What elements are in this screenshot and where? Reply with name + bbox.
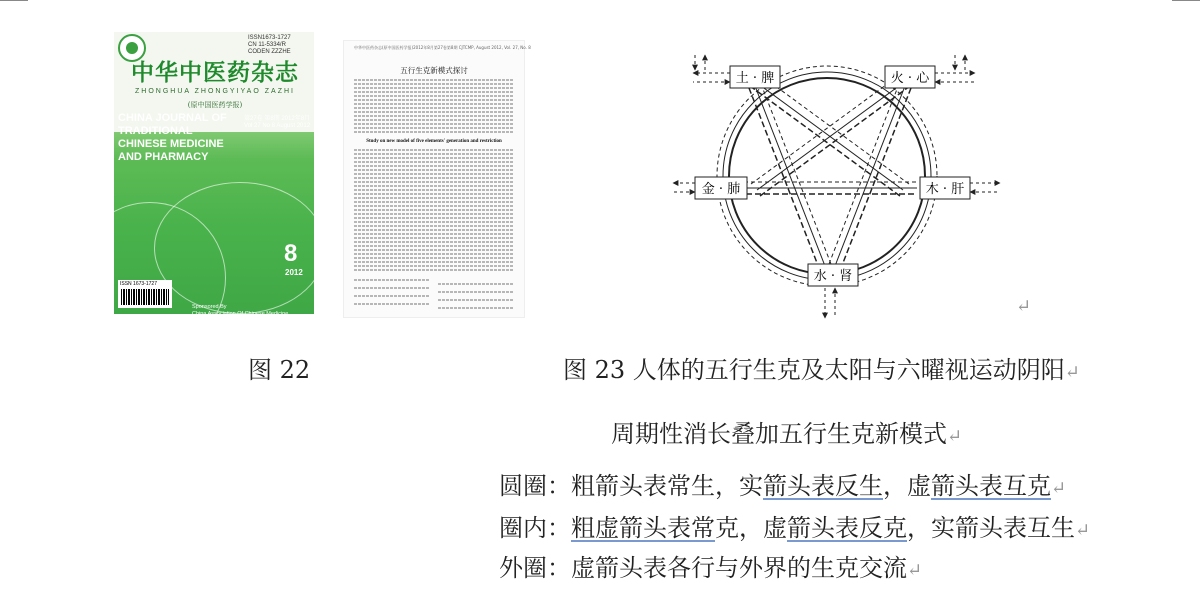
caption-text: 周期性消长叠加五行生克新模式 bbox=[611, 420, 947, 448]
legend-circle-line bbox=[499, 466, 1066, 501]
barcode-label: ISSN 1673-1727 bbox=[120, 281, 157, 287]
figure-22-caption: 图 22 bbox=[248, 356, 311, 384]
paper-text-line bbox=[354, 189, 514, 191]
five-elements-diagram bbox=[675, 38, 1005, 323]
paper-text-line bbox=[354, 241, 514, 243]
legend-label: 圆圈： bbox=[499, 472, 571, 500]
paragraph-mark: ↵ bbox=[907, 560, 923, 581]
cover-year: 2012 bbox=[285, 268, 303, 277]
node-earth-spleen bbox=[730, 66, 780, 88]
paper-text-line bbox=[354, 115, 514, 117]
paper-text-line bbox=[354, 265, 514, 267]
paper-text-line bbox=[438, 307, 514, 309]
figure-23-caption-line2 bbox=[611, 414, 962, 449]
paper-text-line bbox=[354, 165, 514, 167]
paper-text-line bbox=[354, 95, 514, 97]
paper-text-line bbox=[354, 83, 514, 85]
paper-title-en: Study on new model of five elements' generation and restriction bbox=[366, 139, 502, 144]
legend-text-underlined: 箭头表反生 bbox=[763, 472, 883, 500]
node-fire-heart bbox=[885, 66, 935, 88]
paper-page-image bbox=[343, 40, 531, 318]
paper-text-line bbox=[354, 229, 514, 231]
paper-text-line bbox=[354, 99, 514, 101]
paper-header: 中华中医药杂志(原中国医药学报)2012年8月第27卷第8期 CJTCMP, August 2012, Vol. 27, No. 8 bbox=[354, 45, 531, 50]
paper-text-line bbox=[354, 279, 430, 281]
node-metal-lung bbox=[695, 177, 747, 199]
paper-text-line bbox=[354, 287, 430, 289]
node-water-kidney bbox=[808, 264, 858, 286]
node-label: 木 · 肝 bbox=[925, 182, 965, 197]
paper-text-line bbox=[438, 291, 514, 293]
paper-text-line bbox=[354, 197, 514, 199]
paper-text-line bbox=[354, 91, 514, 93]
paper-text-line bbox=[354, 149, 514, 151]
cover-leaf-decoration bbox=[74, 202, 226, 354]
legend-text-underlined: 箭头表反克 bbox=[787, 514, 907, 542]
corner-mark-right bbox=[1172, 0, 1200, 1]
paper-text-line bbox=[438, 299, 514, 301]
legend-text-underlined: 粗虚箭头表常 bbox=[571, 514, 715, 542]
cover-title-cn: 中华中医药杂志 bbox=[131, 60, 299, 86]
paper-text-line bbox=[354, 169, 514, 171]
legend-inner-line bbox=[499, 508, 1090, 543]
paper-text-line bbox=[354, 205, 514, 207]
paper-text-line bbox=[354, 173, 514, 175]
node-wood-liver bbox=[920, 177, 970, 199]
paper-text-line bbox=[354, 185, 514, 187]
legend-text: 克，虚 bbox=[715, 514, 787, 542]
middle-solid-circle bbox=[723, 72, 931, 280]
cover-pinyin: ZHONGHUA ZHONGYIYAO ZAZHI bbox=[135, 88, 295, 95]
paper-text-line bbox=[354, 153, 514, 155]
paper-text-line bbox=[354, 123, 514, 125]
paragraph-mark: ↵ bbox=[1016, 296, 1032, 317]
inner-thick-circle bbox=[729, 78, 925, 274]
corner-mark-left bbox=[0, 0, 28, 1]
cover-issn: ISSN1673-1727 CN 11-5334/R CODEN ZZZHE bbox=[248, 35, 291, 55]
paper-title-cn: 五行生克新模式探讨 bbox=[400, 66, 468, 75]
cover-sponsor: Sponsored By China Association Of Chinese Medicine 中 华 中 医 药 学 会 主 办 bbox=[192, 304, 289, 324]
paper-text-line bbox=[354, 209, 514, 211]
paper-text-line bbox=[354, 261, 514, 263]
cover-volume: 第27卷 第8期 2012年8月 Vol 27 No 8 August 2012 bbox=[244, 116, 311, 129]
paper-text-line bbox=[354, 245, 514, 247]
node-label: 土 · 脾 bbox=[735, 71, 775, 86]
legend-label: 圈内： bbox=[499, 514, 571, 542]
node-label: 水 · 肾 bbox=[813, 269, 853, 284]
paper-text-line bbox=[354, 157, 514, 159]
paper-text-line bbox=[354, 217, 514, 219]
journal-cover-image bbox=[114, 32, 314, 324]
paper-text-line bbox=[354, 257, 514, 259]
paper-text-line bbox=[354, 237, 514, 239]
cover-subtitle: (原中国医药学报) bbox=[187, 101, 243, 109]
paper-text-line bbox=[354, 131, 514, 133]
legend-text-underlined: 箭头表互克 bbox=[931, 472, 1051, 500]
paper-text-line bbox=[354, 119, 514, 121]
legend-text: 粗箭头表常生，实 bbox=[571, 472, 763, 500]
paper-text-line bbox=[354, 213, 514, 215]
legend-label: 外圈： bbox=[499, 554, 571, 582]
paper-text-line bbox=[354, 161, 514, 163]
paper-text-line bbox=[354, 193, 514, 195]
paper-text-line bbox=[354, 181, 514, 183]
paragraph-mark: ↵ bbox=[1051, 478, 1067, 499]
paper-text-line bbox=[354, 221, 514, 223]
paragraph-mark: ↵ bbox=[1075, 520, 1091, 541]
cover-title-en: CHINA JOURNAL OF TRADITIONAL CHINESE MEDICINE AND PHARMACY bbox=[118, 112, 227, 163]
legend-text: 虚箭头表各行与外界的生克交流 bbox=[571, 554, 907, 582]
paragraph-mark: ↵ bbox=[947, 426, 963, 447]
paper-text-line bbox=[354, 253, 514, 255]
paper-text-line bbox=[354, 107, 514, 109]
paper-text-line bbox=[354, 249, 514, 251]
node-label: 金 · 肺 bbox=[701, 182, 741, 197]
paper-text-line bbox=[354, 127, 514, 129]
outer-dashed-circle bbox=[717, 66, 937, 286]
paper-text-line bbox=[354, 269, 514, 271]
paper-text-line bbox=[438, 283, 514, 285]
paragraph-mark: ↵ bbox=[1064, 362, 1080, 383]
paper-text-line bbox=[354, 233, 514, 235]
paper-text-line bbox=[354, 177, 514, 179]
legend-text: ，虚 bbox=[883, 472, 931, 500]
legend-outer-line bbox=[499, 548, 922, 583]
caption-text: 图 23 人体的五行生克及太阳与六曜视运动阴阳 bbox=[563, 356, 1065, 384]
star-connections bbox=[737, 74, 917, 268]
legend-text: ，实箭头表互生 bbox=[907, 514, 1075, 542]
figure-23-caption-line1 bbox=[563, 350, 1080, 385]
paper-text-line bbox=[354, 295, 430, 297]
paper-text-line bbox=[354, 79, 514, 81]
paper-text-line bbox=[354, 201, 514, 203]
node-label: 火 · 心 bbox=[890, 71, 930, 86]
paper-text-line bbox=[354, 87, 514, 89]
cover-barcode bbox=[118, 280, 172, 308]
barcode-bars bbox=[121, 289, 169, 305]
paper-text-line bbox=[354, 103, 514, 105]
paper-text-line bbox=[354, 225, 514, 227]
paper-text-line bbox=[354, 111, 514, 113]
paper-text-line bbox=[354, 303, 430, 305]
cover-issue-number: 8 bbox=[284, 240, 298, 267]
